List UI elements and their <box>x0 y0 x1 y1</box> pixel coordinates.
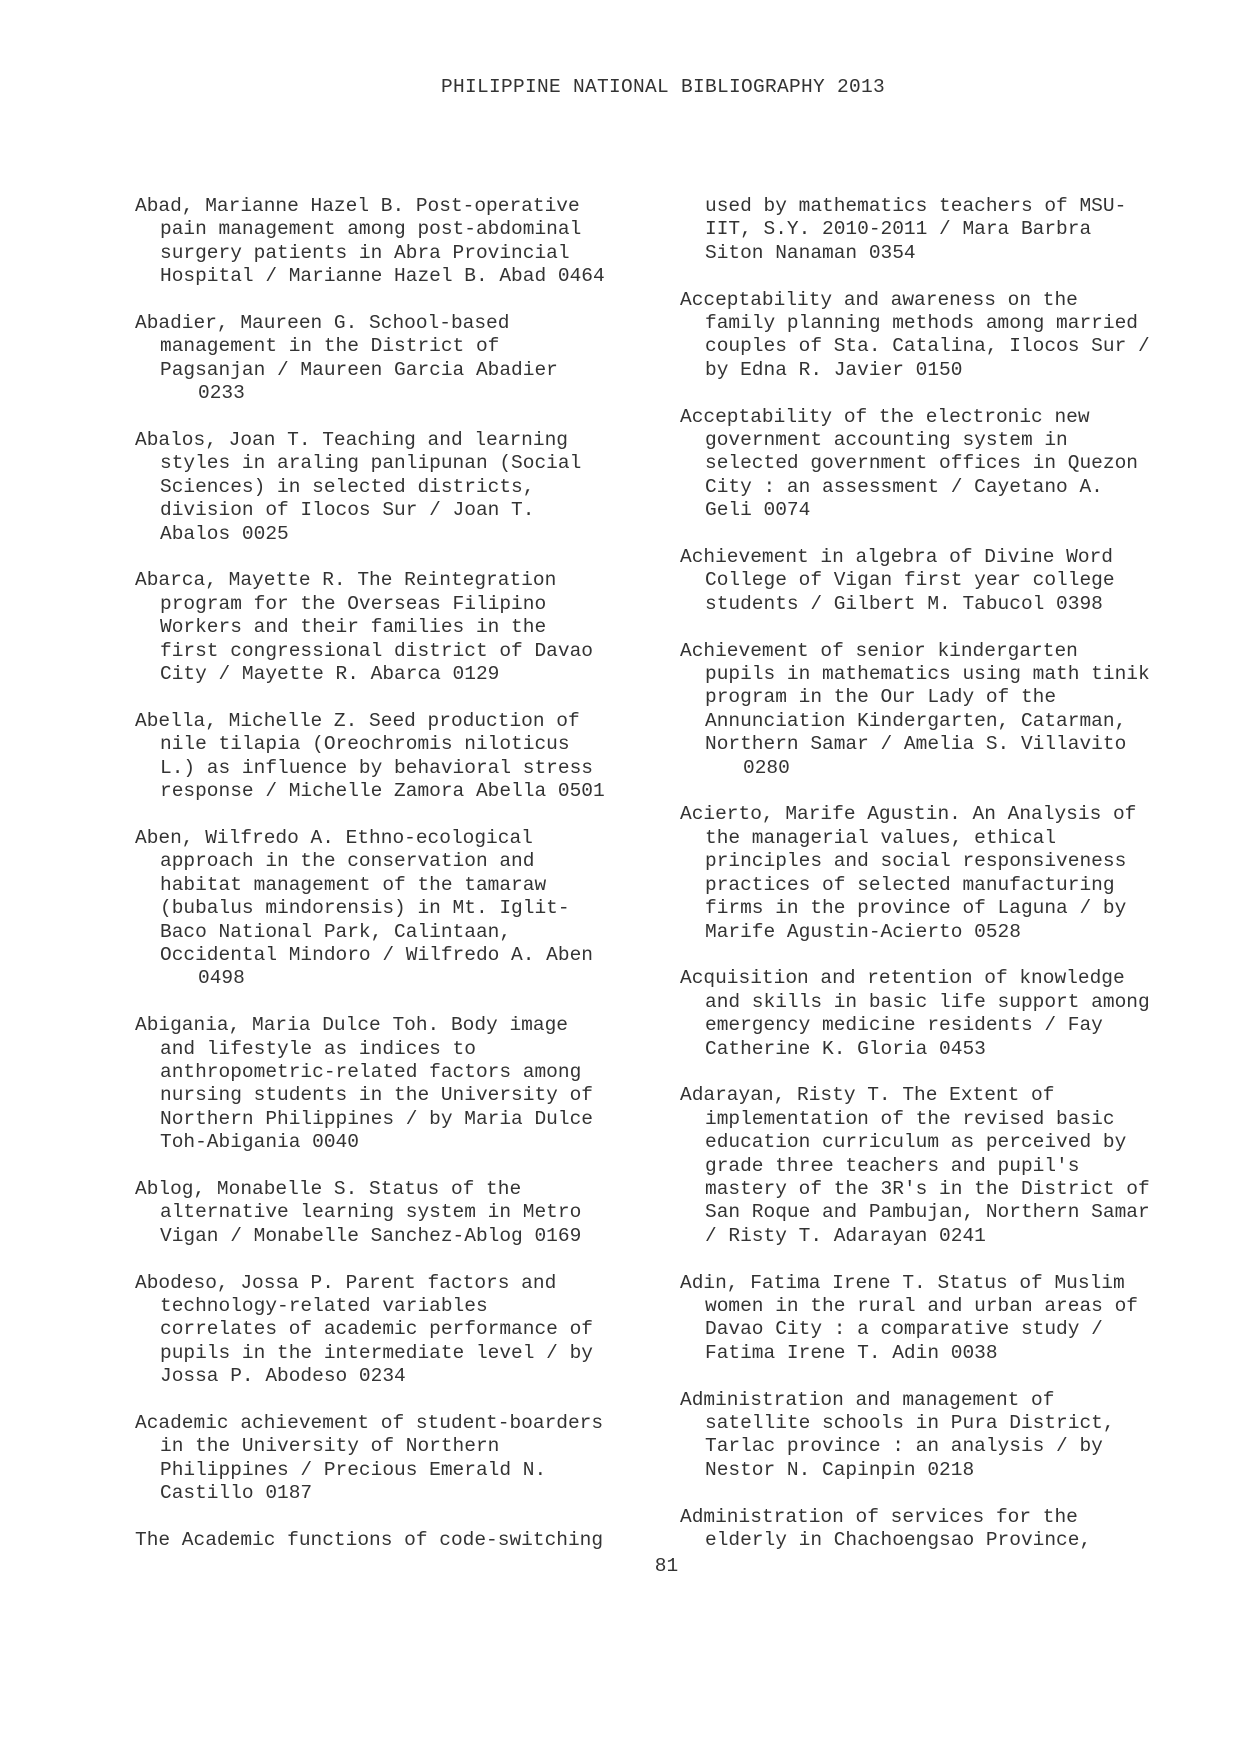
entry-line: Achievement in algebra of Divine Word <box>680 546 1113 569</box>
entry-line: Tarlac province : an analysis / by <box>705 1435 1103 1458</box>
bibliography-entry <box>680 546 1200 616</box>
bibliography-entry <box>135 569 655 686</box>
bibliography-entry <box>135 312 655 406</box>
bibliography-entry <box>680 1272 1200 1366</box>
page-number: 81 <box>654 1555 679 1577</box>
entry-line: (bubalus mindorensis) in Mt. Iglit- <box>160 897 570 920</box>
bibliography-entry <box>135 1272 655 1389</box>
entry-line: Marife Agustin-Acierto 0528 <box>705 920 1021 943</box>
entry-line: Pagsanjan / Maureen Garcia Abadier <box>160 358 558 381</box>
entry-line: Aben, Wilfredo A. Ethno-ecological <box>135 826 533 849</box>
bibliography-entry <box>680 1084 1200 1248</box>
entry-line: pupils in mathematics using math tinik <box>705 663 1150 686</box>
bibliography-entry <box>135 1178 655 1248</box>
entry-line: emergency medicine residents / Fay <box>705 1014 1103 1037</box>
bibliography-entry <box>135 1014 655 1154</box>
entry-line: L.) as influence by behavioral stress <box>160 756 593 779</box>
entry-line: and skills in basic life support among <box>705 990 1150 1013</box>
entry-line: Adarayan, Risty T. The Extent of <box>680 1084 1055 1107</box>
entry-line: Acquisition and retention of knowledge <box>680 967 1125 990</box>
entry-line: Baco National Park, Calintaan, <box>160 920 512 943</box>
entry-line: management in the District of <box>160 335 500 358</box>
entry-line: couples of Sta. Catalina, Ilocos Sur / <box>705 335 1150 358</box>
entry-line: Academic achievement of student-boarders <box>135 1411 604 1434</box>
bibliography-entry <box>135 710 655 804</box>
entry-line: Annunciation Kindergarten, Catarman, <box>705 709 1127 732</box>
bibliography-entry <box>135 1529 655 1552</box>
entry-line: education curriculum as perceived by <box>705 1131 1127 1154</box>
entry-line: women in the rural and urban areas of <box>705 1294 1138 1317</box>
entry-line: and lifestyle as indices to <box>160 1037 476 1060</box>
entry-line: Acceptability of the electronic new <box>680 405 1090 428</box>
entry-line: nursing students in the University of <box>160 1084 593 1107</box>
entry-line: City : an assessment / Cayetano A. <box>705 475 1103 498</box>
entry-line: 0233 <box>198 382 245 405</box>
entry-line: Nestor N. Capinpin 0218 <box>705 1458 975 1481</box>
entry-line: division of Ilocos Sur / Joan T. <box>160 499 535 522</box>
bibliography-entry <box>680 803 1200 943</box>
entry-line: 0280 <box>743 756 790 779</box>
entry-line: selected government offices in Quezon <box>705 452 1138 475</box>
entry-line: IIT, S.Y. 2010-2011 / Mara Barbra <box>705 218 1092 241</box>
entry-line: used by mathematics teachers of MSU- <box>705 195 1127 217</box>
bibliography-entry <box>680 1389 1200 1483</box>
entry-line: Abarca, Mayette R. The Reintegration <box>135 569 557 592</box>
entry-line: Adin, Fatima Irene T. Status of Muslim <box>680 1271 1125 1294</box>
entry-line: City / Mayette R. Abarca 0129 <box>160 663 500 686</box>
entry-line: Northern Samar / Amelia S. Villavito <box>705 733 1127 756</box>
entry-line: Catherine K. Gloria 0453 <box>705 1037 986 1060</box>
entry-line: Davao City : a comparative study / <box>705 1318 1103 1341</box>
entry-line: surgery patients in Abra Provincial <box>160 241 570 264</box>
entry-line: program for the Overseas Filipino <box>160 592 547 615</box>
entry-line: anthropometric-related factors among <box>160 1060 582 1083</box>
entry-line: program in the Our Lady of the <box>705 686 1057 709</box>
entry-line: Hospital / Marianne Hazel B. Abad 0464 <box>160 265 605 288</box>
bibliography-entry <box>680 640 1200 780</box>
bibliography-entry <box>680 967 1200 1061</box>
entry-line: the managerial values, ethical <box>705 826 1057 849</box>
entry-line: Philippines / Precious Emerald N. <box>160 1458 547 1481</box>
entry-line: elderly in Chachoengsao Province, <box>705 1529 1092 1551</box>
right-column <box>680 195 1200 1576</box>
entry-line: correlates of academic performance of <box>160 1318 593 1341</box>
bibliography-entry <box>135 827 655 991</box>
entry-line: styles in araling panlipunan (Social <box>160 452 582 475</box>
bibliography-entry <box>680 289 1200 383</box>
entry-line: Acierto, Marife Agustin. An Analysis of <box>680 803 1137 826</box>
entry-line: Geli 0074 <box>705 499 811 522</box>
entry-line: in the University of Northern <box>160 1435 500 1458</box>
entry-line: satellite schools in Pura District, <box>705 1411 1115 1434</box>
entry-line: Castillo 0187 <box>160 1482 313 1505</box>
bibliography-entry <box>680 406 1200 523</box>
entry-line: College of Vigan first year college <box>705 569 1115 592</box>
entry-line: mastery of the 3R's in the District of <box>705 1177 1150 1200</box>
entry-line: Abalos, Joan T. Teaching and learning <box>135 429 568 452</box>
entry-line: Workers and their families in the <box>160 616 547 639</box>
entry-line: The Academic functions of code-switching <box>135 1529 604 1551</box>
page-header: PHILIPPINE NATIONAL BIBLIOGRAPHY 2013 <box>440 76 886 98</box>
entry-line: principles and social responsiveness <box>705 850 1127 873</box>
entry-line: Abad, Marianne Hazel B. Post-operative <box>135 195 580 217</box>
entry-line: Toh-Abigania 0040 <box>160 1131 359 1154</box>
entry-line: firms in the province of Laguna / by <box>705 897 1127 920</box>
entry-line: implementation of the revised basic <box>705 1107 1115 1130</box>
entry-line: Fatima Irene T. Adin 0038 <box>705 1341 998 1364</box>
entry-line: by Edna R. Javier 0150 <box>705 358 963 381</box>
entry-line: Abalos 0025 <box>160 522 289 545</box>
entry-line: Acceptability and awareness on the <box>680 288 1078 311</box>
entry-line: Vigan / Monabelle Sanchez-Ablog 0169 <box>160 1224 582 1247</box>
entry-line: Administration and management of <box>680 1388 1055 1411</box>
entry-line: Abadier, Maureen G. School-based <box>135 312 510 335</box>
entry-line: Occidental Mindoro / Wilfredo A. Aben <box>160 943 593 966</box>
entry-line: Siton Nanaman 0354 <box>705 241 916 264</box>
entry-line: Jossa P. Abodeso 0234 <box>160 1365 406 1388</box>
entry-line: technology-related variables <box>160 1294 488 1317</box>
entry-line: first congressional district of Davao <box>160 639 593 662</box>
bibliography-entry <box>680 195 1200 265</box>
entry-line: Abella, Michelle Z. Seed production of <box>135 709 580 732</box>
entry-line: grade three teachers and pupil's <box>705 1154 1080 1177</box>
entry-line: family planning methods among married <box>705 312 1138 335</box>
entry-line: students / Gilbert M. Tabucol 0398 <box>705 592 1103 615</box>
entry-line: government accounting system in <box>705 429 1068 452</box>
left-column <box>135 195 655 1576</box>
entry-line: Northern Philippines / by Maria Dulce <box>160 1107 593 1130</box>
entry-line: Administration of services for the <box>680 1505 1078 1528</box>
bibliography-entry <box>135 195 655 289</box>
entry-line: Sciences) in selected districts, <box>160 475 535 498</box>
entry-line: habitat management of the tamaraw <box>160 873 547 896</box>
entry-line: 0498 <box>198 967 245 990</box>
entry-line: Achievement of senior kindergarten <box>680 639 1078 662</box>
entry-line: Abigania, Maria Dulce Toh. Body image <box>135 1014 568 1037</box>
bibliography-entry <box>680 1506 1200 1553</box>
entry-line: approach in the conservation and <box>160 850 535 873</box>
entry-line: pupils in the intermediate level / by <box>160 1341 593 1364</box>
entry-line: practices of selected manufacturing <box>705 873 1115 896</box>
entry-line: nile tilapia (Oreochromis niloticus <box>160 733 570 756</box>
entry-line: San Roque and Pambujan, Northern Samar <box>705 1201 1150 1224</box>
entry-line: alternative learning system in Metro <box>160 1201 582 1224</box>
entry-line: / Risty T. Adarayan 0241 <box>705 1224 986 1247</box>
bibliography-entry <box>135 429 655 546</box>
entry-line: response / Michelle Zamora Abella 0501 <box>160 780 605 803</box>
entry-line: Ablog, Monabelle S. Status of the <box>135 1177 522 1200</box>
bibliography-entry <box>135 1412 655 1506</box>
entry-line: pain management among post-abdominal <box>160 218 582 241</box>
entry-line: Abodeso, Jossa P. Parent factors and <box>135 1271 557 1294</box>
